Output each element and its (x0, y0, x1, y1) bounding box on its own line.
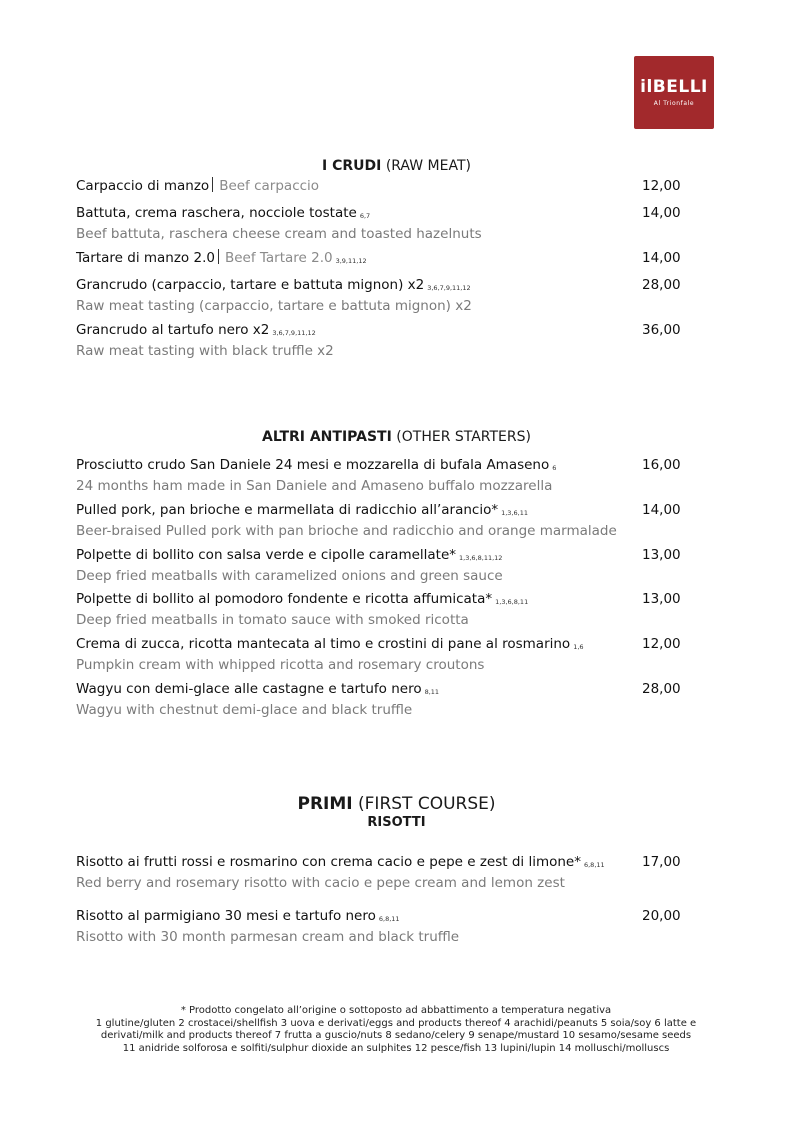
item-line (76, 907, 696, 928)
section-antipasti (0, 428, 793, 446)
item-desc-en: Raw meat tasting (carpaccio, tartare e battuta mignon) x2 (76, 298, 472, 314)
item-name: Grancrudo (carpaccio, tartare e battuta mignon) x2 (76, 277, 425, 293)
section-title-antipasti (0, 428, 793, 446)
item-name: Carpaccio di manzo (76, 178, 210, 194)
item-price: 28,00 (642, 277, 681, 293)
footer-frozen-note: * Prodotto congelato all’origine o sottoposto ad abbattimento a temperatura negativa (180, 1005, 612, 1016)
item-allergens: 6,8,11 (583, 861, 605, 869)
item-name: Battuta, crema raschera, nocciole tostate (76, 205, 357, 221)
menu-item-prosciutto (76, 456, 696, 495)
item-line (76, 276, 696, 297)
item-name: Prosciutto crudo San Daniele 24 mesi e mozzarella di bufala Amaseno (76, 457, 550, 473)
section-title-it: I CRUDI (322, 158, 382, 174)
item-desc-en: Raw meat tasting with black truffle x2 (76, 343, 334, 359)
item-line (76, 321, 696, 342)
menu-item-grancrudo (76, 276, 696, 315)
logo-subtitle: Al Trionfale (653, 99, 695, 107)
item-desc-en: 24 months ham made in San Daniele and Amaseno buffalo mozzarella (76, 478, 553, 494)
section-crudi (0, 157, 793, 175)
item-name: Tartare di manzo 2.0 (76, 250, 215, 266)
item-allergens: 6,7 (359, 212, 371, 220)
item-desc-en: Deep fried meatballs with caramelized onions and green sauce (76, 568, 503, 584)
item-name: Grancrudo al tartufo nero x2 (76, 322, 270, 338)
item-desc-en: Beef battuta, raschera cheese cream and toasted hazelnuts (76, 226, 482, 242)
item-name: Polpette di bollito con salsa verde e cipolle caramellate* (76, 547, 457, 563)
item-desc-en: Red berry and rosemary risotto with cacio e pepe cream and lemon zest (76, 875, 565, 891)
item-price: 17,00 (642, 854, 681, 870)
menu-item-risotto-parmigiano (76, 907, 696, 946)
item-allergens: 3,6,7,9,11,12 (427, 284, 471, 292)
item-line (76, 501, 696, 522)
item-line (76, 635, 696, 656)
item-desc-en: Pumpkin cream with whipped ricotta and rosemary croutons (76, 657, 485, 673)
footer-allergens-line: 11 anidride solforosa e solfiti/sulphur dioxide an sulphites 12 pesce/fish 13 lupini/lupin 14 molluschi/molluscs (122, 1042, 670, 1054)
item-price: 14,00 (642, 250, 681, 266)
item-line (76, 204, 696, 225)
menu-item-wagyu (76, 680, 696, 719)
menu-item-crema-zucca (76, 635, 696, 674)
allergen-footer (76, 1005, 716, 1055)
item-price: 28,00 (642, 681, 681, 697)
item-price: 13,00 (642, 591, 681, 607)
divider-bar (212, 177, 213, 192)
menu-item-battuta (76, 204, 696, 243)
item-line (76, 680, 696, 701)
item-name: Risotto ai frutti rossi e rosmarino con crema cacio e pepe e zest di limone* (76, 854, 581, 870)
item-name: Risotto al parmigiano 30 mesi e tartufo nero (76, 908, 376, 924)
item-desc-en: Deep fried meatballs in tomato sauce with smoked ricotta (76, 612, 469, 628)
item-name: Crema di zucca, ricotta mantecata al timo e crostini di pane al rosmarino (76, 636, 571, 652)
item-price: 12,00 (642, 636, 681, 652)
section-subtitle-risotti: RISOTTI (367, 815, 426, 830)
item-desc-en: Wagyu with chestnut demi-glace and black truffle (76, 702, 413, 718)
item-allergens: 3,6,7,9,11,12 (272, 329, 316, 337)
item-allergens: 1,3,6,8,11,12 (459, 554, 503, 562)
section-title-it: PRIMI (297, 794, 353, 814)
item-desc-en: Beer-braised Pulled pork with pan brioche and radicchio and orange marmalade (76, 523, 617, 539)
divider-bar (218, 249, 219, 264)
menu-item-polpette-verde (76, 546, 696, 585)
item-price: 13,00 (642, 547, 681, 563)
menu-item-grancrudo-tartufo (76, 321, 696, 360)
item-allergens: 1,6 (573, 643, 584, 651)
item-allergens: 1,3,6,11 (501, 509, 528, 517)
item-line (76, 456, 696, 477)
menu-item-polpette-pomodoro (76, 590, 696, 629)
menu-item-risotto-frutti-rossi (76, 853, 696, 892)
item-line (76, 853, 696, 874)
section-title-primi (0, 793, 793, 815)
menu-item-pulled-pork (76, 501, 696, 540)
item-line (76, 249, 696, 270)
menu-item-carpaccio (76, 177, 696, 195)
item-name-en: Beef carpaccio (219, 178, 320, 194)
section-title-it: ALTRI ANTIPASTI (262, 429, 392, 445)
item-name: Polpette di bollito al pomodoro fondente e ricotta affumicata* (76, 591, 493, 607)
item-price: 36,00 (642, 322, 681, 338)
item-price: 20,00 (642, 908, 681, 924)
section-title-crudi (0, 157, 793, 175)
item-allergens: 1,3,6,8,11 (495, 598, 529, 606)
item-name-en: Beef Tartare 2.0 (224, 250, 333, 266)
item-allergens: 6 (552, 464, 557, 472)
item-allergens: 3,9,11,12 (335, 257, 367, 265)
item-line (76, 590, 696, 611)
menu-item-tartare (76, 249, 696, 270)
footer-allergens-line: 1 glutine/gluten 2 crostacei/shellfish 3 uova e derivati/eggs and products thereof 4 arachidi/peanuts 5 soia/soy 6 latte e (95, 1017, 697, 1029)
item-allergens: 6,8,11 (378, 915, 400, 923)
section-title-en: (RAW MEAT) (385, 158, 471, 174)
item-line (76, 177, 696, 195)
item-name: Pulled pork, pan brioche e marmellata di radicchio all’arancio* (76, 502, 499, 518)
section-title-en: (FIRST COURSE) (358, 794, 496, 814)
restaurant-logo (634, 56, 714, 129)
section-title-en: (OTHER STARTERS) (396, 429, 531, 445)
item-price: 16,00 (642, 457, 681, 473)
footer-allergens-line: derivati/milk and products thereof 7 frutta a guscio/nuts 8 sedano/celery 9 senape/mustard 10 sesamo/sesame seeds (100, 1030, 692, 1041)
item-name: Wagyu con demi-glace alle castagne e tartufo nero (76, 681, 422, 697)
item-allergens: 8,11 (424, 688, 440, 696)
item-price: 12,00 (642, 178, 681, 194)
item-price: 14,00 (642, 205, 681, 221)
item-line (76, 546, 696, 567)
section-primi (0, 793, 793, 831)
logo-wordmark: ilBELLI (640, 76, 708, 97)
item-price: 14,00 (642, 502, 681, 518)
item-desc-en: Risotto with 30 month parmesan cream and black truffle (76, 929, 460, 945)
